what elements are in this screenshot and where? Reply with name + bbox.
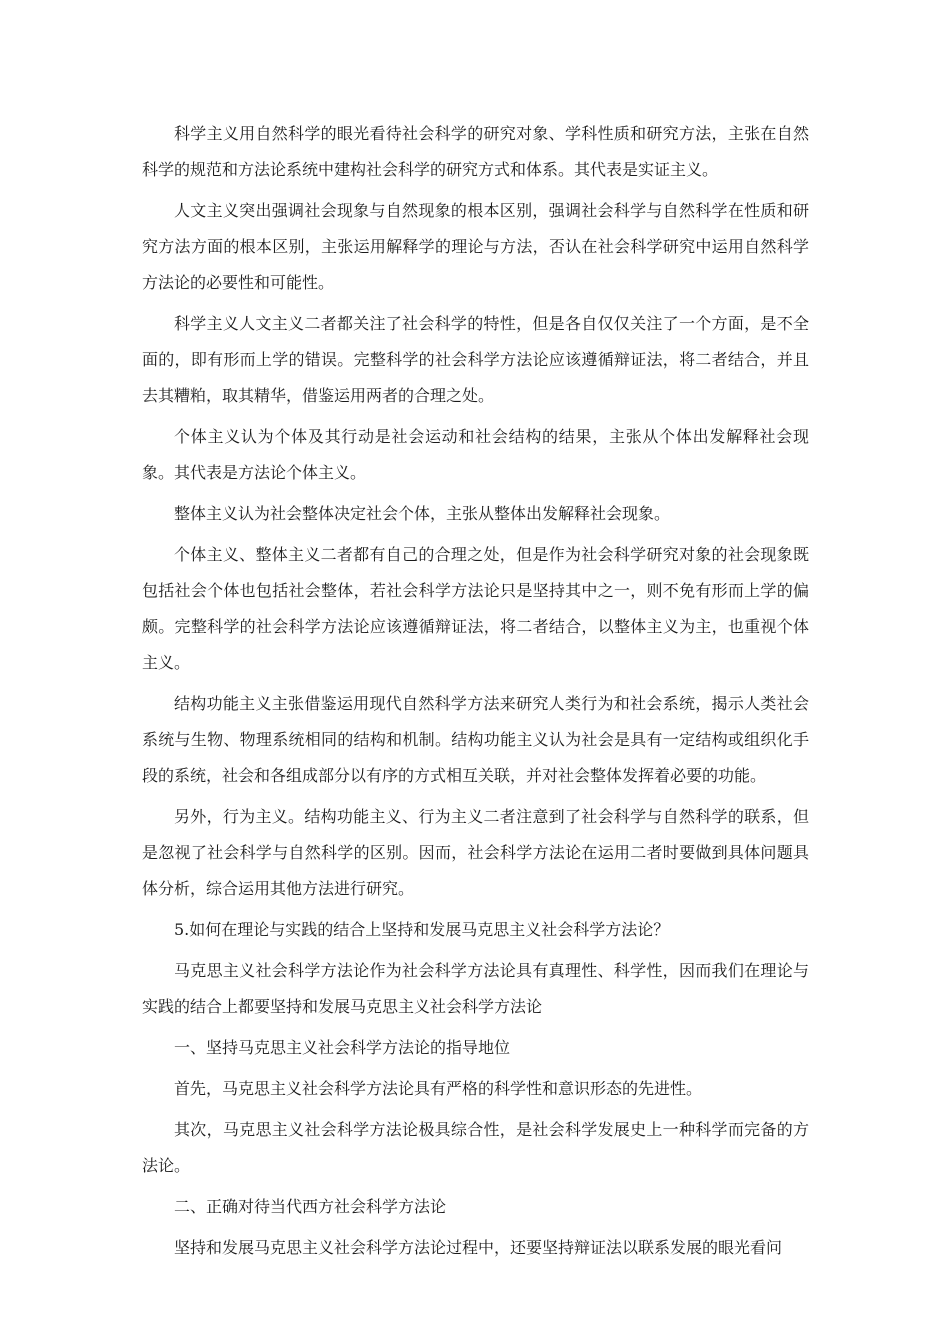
- paragraph-holism: 整体主义认为社会整体决定社会个体，主张从整体出发解释社会现象。: [174, 504, 671, 523]
- paragraph-marxist-methodology-intro: 马克思主义社会科学方法论作为社会科学方法论具有真理性、科学性，因而我们在理论与实践的结合上都要坚持和发展马克思主义社会科学方法论: [142, 961, 809, 1016]
- paragraph-humanism: 人文主义突出强调社会现象与自然现象的根本区别，强调社会科学与自然科学在性质和研究方法方面的根本区别，主张运用解释学的理论与方法，否认在社会科学研究中运用自然科学方法论的必要性和可能性。: [142, 201, 809, 292]
- question-heading: 5.如何在理论与实践的结合上坚持和发展马克思主义社会科学方法论？: [174, 920, 670, 939]
- paragraph-second-point: 其次，马克思主义社会科学方法论极具综合性，是社会科学发展史上一种科学而完备的方法论。: [142, 1120, 809, 1175]
- section-heading-2: 二、正确对待当代西方社会科学方法论: [174, 1197, 447, 1216]
- paragraph-structural-functionalism: 结构功能主义主张借鉴运用现代自然科学方法来研究人类行为和社会系统，揭示人类社会系统与生物、物理系统相同的结构和机制。结构功能主义认为社会是具有一定结构或组织化手段的系统，社会和各组成部分以有序的方式相互关联，并对社会整体发挥着必要的功能。: [142, 694, 809, 785]
- paragraph-scientism: 科学主义用自然科学的眼光看待社会科学的研究对象、学科性质和研究方法，主张在自然科学的规范和方法论系统中建构社会科学的研究方式和体系。其代表是实证主义。: [142, 124, 809, 179]
- paragraph-individualism: 个体主义认为个体及其行动是社会运动和社会结构的结果，主张从个体出发解释社会现象。其代表是方法论个体主义。: [142, 427, 809, 482]
- paragraph-first-point: 首先，马克思主义社会科学方法论具有严格的科学性和意识形态的先进性。: [174, 1079, 703, 1098]
- paragraph-scientism-humanism-comparison: 科学主义人文主义二者都关注了社会科学的特性，但是各自仅仅关注了一个方面，是不全面的，即有形而上学的错误。完整科学的社会科学方法论应该遵循辩证法，将二者结合，并且去其糟粕，取其精华，借鉴运用两者的合理之处。: [142, 314, 809, 405]
- paragraph-continuation: 坚持和发展马克思主义社会科学方法论过程中，还要坚持辩证法以联系发展的眼光看问: [174, 1238, 783, 1257]
- paragraph-individualism-holism-comparison: 个体主义、整体主义二者都有自己的合理之处，但是作为社会科学研究对象的社会现象既包括社会个体也包括社会整体，若社会科学方法论只是坚持其中之一，则不免有形而上学的偏颇。完整科学的社会科学方法论应该遵循辩证法，将二者结合，以整体主义为主，也重视个体主义。: [142, 545, 809, 672]
- section-heading-1: 一、坚持马克思主义社会科学方法论的指导地位: [174, 1038, 511, 1057]
- paragraph-behaviorism: 另外，行为主义。结构功能主义、行为主义二者注意到了社会科学与自然科学的联系，但是忽视了社会科学与自然科学的区别。因而，社会科学方法论在运用二者时要做到具体问题具体分析，综合运用其他方法进行研究。: [142, 807, 809, 898]
- document-body: [142, 116, 809, 1271]
